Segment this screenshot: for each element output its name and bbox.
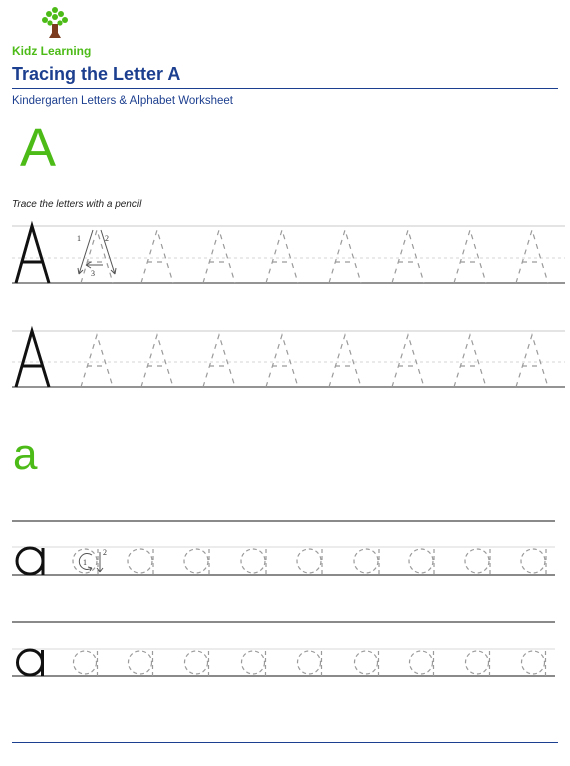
trace-letter-uppercase [203,335,235,387]
trace-letter-uppercase [329,335,361,387]
brand-name: Kidz Learning [12,44,92,58]
trace-letter-uppercase [266,230,298,283]
model-letter-lowercase [17,548,43,574]
trace-letter-lowercase [409,549,434,575]
instructions: Trace the letters with a pencil [12,199,142,210]
stroke-number: 1 [83,558,87,567]
trace-letter-lowercase [354,549,379,575]
model-letter-uppercase [16,226,49,283]
trace-letter-uppercase [141,335,173,387]
stroke-number: 1 [77,234,81,243]
trace-letter-uppercase [266,335,298,387]
stroke-number: 3 [91,269,95,278]
lowercase-display-letter: a [13,430,38,479]
trace-letter-lowercase [241,549,266,575]
bottom-divider [12,742,558,743]
trace-letter-lowercase [129,651,153,676]
trace-letter-lowercase [522,651,546,676]
trace-letter-uppercase [454,335,486,387]
trace-letter-lowercase [297,549,322,575]
trace-letter-uppercase [81,335,113,387]
trace-letter-uppercase [329,230,361,283]
trace-letter-lowercase [298,651,322,676]
stroke-number: 2 [105,234,109,243]
trace-letter-lowercase [410,651,434,676]
trace-letter-lowercase [74,651,98,676]
stroke-number: 2 [103,548,107,557]
trace-letter-lowercase [466,651,490,676]
page-subtitle: Kindergarten Letters & Alphabet Worksheet [12,95,233,107]
trace-letter-lowercase [521,549,546,575]
trace-letter-uppercase [516,230,548,283]
stroke-arrow-icon [86,262,103,268]
trace-letter-lowercase [185,651,209,676]
trace-letter-lowercase [242,651,266,676]
trace-letter-lowercase [184,549,209,575]
trace-letter-lowercase [355,651,379,676]
trace-letter-lowercase [465,549,490,575]
trace-letter-lowercase [128,549,153,575]
trace-letter-uppercase [516,335,548,387]
trace-letter-uppercase [203,230,235,283]
model-letter-uppercase [16,331,49,387]
trace-letter-uppercase [392,335,424,387]
trace-letter-uppercase [454,230,486,283]
trace-letter-uppercase [392,230,424,283]
trace-letter-uppercase [141,230,173,283]
uppercase-display-letter: A [20,118,57,178]
model-letter-lowercase [18,650,43,675]
page-title: Tracing the Letter A [12,64,181,84]
